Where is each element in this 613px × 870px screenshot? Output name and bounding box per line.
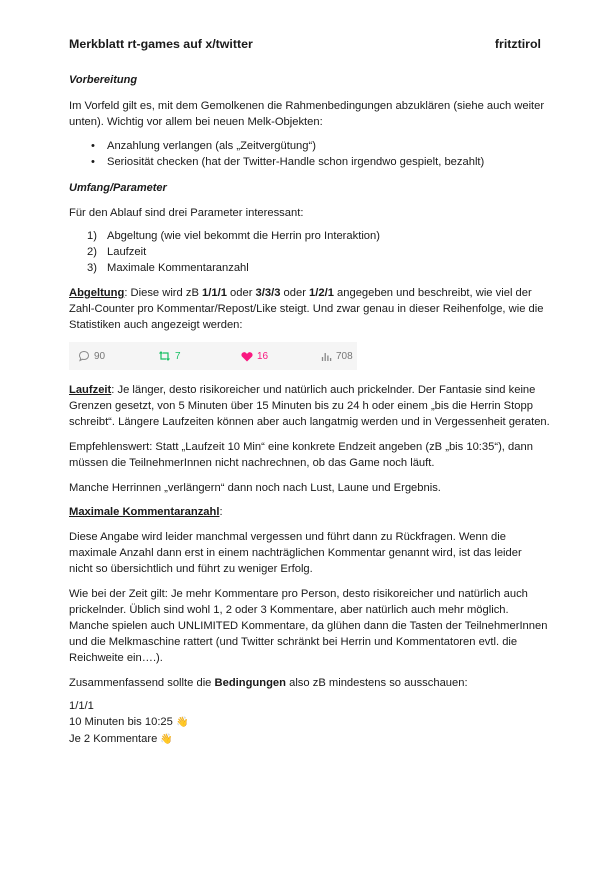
paragraph-zusammenfassung: Zusammenfassend sollte die Bedingungen also zB mindestens so ausschauen: — [69, 677, 468, 689]
document-title: Merkblatt rt-games auf x/twitter — [69, 37, 253, 51]
views-stat: 708 — [321, 351, 353, 362]
paragraph-maximale-1: Diese Angabe wird leider manchmal vergessen und führt dann zu Rückfragen. Wenn die maximale Anzahl dann erst in einem nachträglichen Kommentar genannt wird, ist das leider nicht so übersichtlich und führt zu weniger Erfolg. — [69, 531, 522, 575]
heading-vorbereitung: Vorbereitung — [69, 74, 138, 86]
example-conditions — [69, 698, 553, 748]
list-item: • Anzahlung verlangen (als „Zeitvergütung“) — [91, 140, 316, 152]
paragraph-maximale-2: Wie bei der Zeit gilt: Je mehr Kommentare pro Person, desto risikoreicher und natürlich auch prickelnder. Üblich sind wohl 1, 2 oder 3 Kommentare, aber natürlich auch mehr möglich. Manche spielen auch UNLIMITED Kommentare, da glühen dann die Tasten der TeilnehmerInnen und die Melkmaschine rattert (und Twitter schränkt bei Herrin und Kommentatoren evtl. die Reichweite ein….). — [69, 588, 548, 664]
repost-stat: 7 — [158, 350, 181, 362]
list-item: • Seriosität checken (hat der Twitter-Handle schon irgendwo gespielt, bezahlt) — [91, 156, 485, 168]
paragraph-verlaengern: Manche Herrinnen „verlängern“ dann noch nach Lust, Laune und Ergebnis. — [69, 482, 441, 494]
paragraph-abgeltung: Abgeltung: Diese wird zB 1/1/1 oder 3/3/3 oder 1/2/1 angegeben und beschreibt, wie viel der Zahl-Counter pro Kommentar/Repost/Like steigt. Und zwar genau in dieser Reihenfolge, wie die Statistiken auch angezeigt werden: — [69, 287, 544, 331]
paragraph-umfang-intro: Für den Ablauf sind drei Parameter interessant: — [69, 207, 304, 219]
waving-hand-icon: 👋 — [175, 717, 189, 728]
author-name: fritztirol — [494, 37, 541, 51]
example-line: Je 2 Kommentare 👋 — [69, 733, 173, 745]
tweet-stats-bar — [69, 342, 357, 370]
label-laufzeit: Laufzeit — [69, 384, 112, 396]
comment-stat: 90 — [78, 350, 105, 362]
numbered-list — [87, 228, 380, 276]
repost-icon — [158, 350, 171, 362]
heading-umfang: Umfang/Parameter — [69, 182, 167, 194]
paragraph-empfehlung: Empfehlenswert: Statt „Laufzeit 10 Min“ eine konkrete Endzeit angeben (zB „bis 10:35“), dann müssen die TeilnehmerInnen nicht nachrechnen, ob das Game noch läuft. — [69, 441, 533, 469]
paragraph-laufzeit: Laufzeit: Je länger, desto risikoreicher und natürlich auch prickelnder. Der Fantasie sind keine Grenzen gesetzt, von 5 Minuten über 15 Minuten bis zu 24 h oder einem „bis die Herrin Stopp schreibt“. Längere Laufzeiten können aber auch langatmig werden und in Vergessenheit geraten. — [69, 384, 550, 428]
example-line: 10 Minuten bis 10:25 👋 — [69, 716, 189, 728]
example-line: 1/1/1 — [69, 700, 94, 712]
heading-maximale-kommentaranzahl: Maximale Kommentaranzahl: — [69, 506, 223, 518]
list-item: 1) Abgeltung (wie viel bekommt die Herrin pro Interaktion) — [87, 230, 380, 242]
comment-icon — [78, 350, 90, 362]
list-item: 2) Laufzeit — [87, 246, 147, 258]
document-header — [69, 37, 541, 51]
bullet-list — [91, 138, 484, 170]
waving-hand-icon: 👋 — [160, 734, 173, 745]
like-stat: 16 — [241, 351, 268, 362]
list-item: 3) Maximale Kommentaranzahl — [87, 262, 249, 274]
views-icon — [321, 351, 332, 362]
paragraph-vorbereitung: Im Vorfeld gilt es, mit dem Gemolkenen die Rahmenbedingungen abzuklären (siehe auch weiter unten). Wichtig vor allem bei neuen Melk-Objekten: — [69, 100, 545, 128]
label-abgeltung: Abgeltung — [69, 287, 125, 299]
heart-icon — [241, 351, 253, 362]
